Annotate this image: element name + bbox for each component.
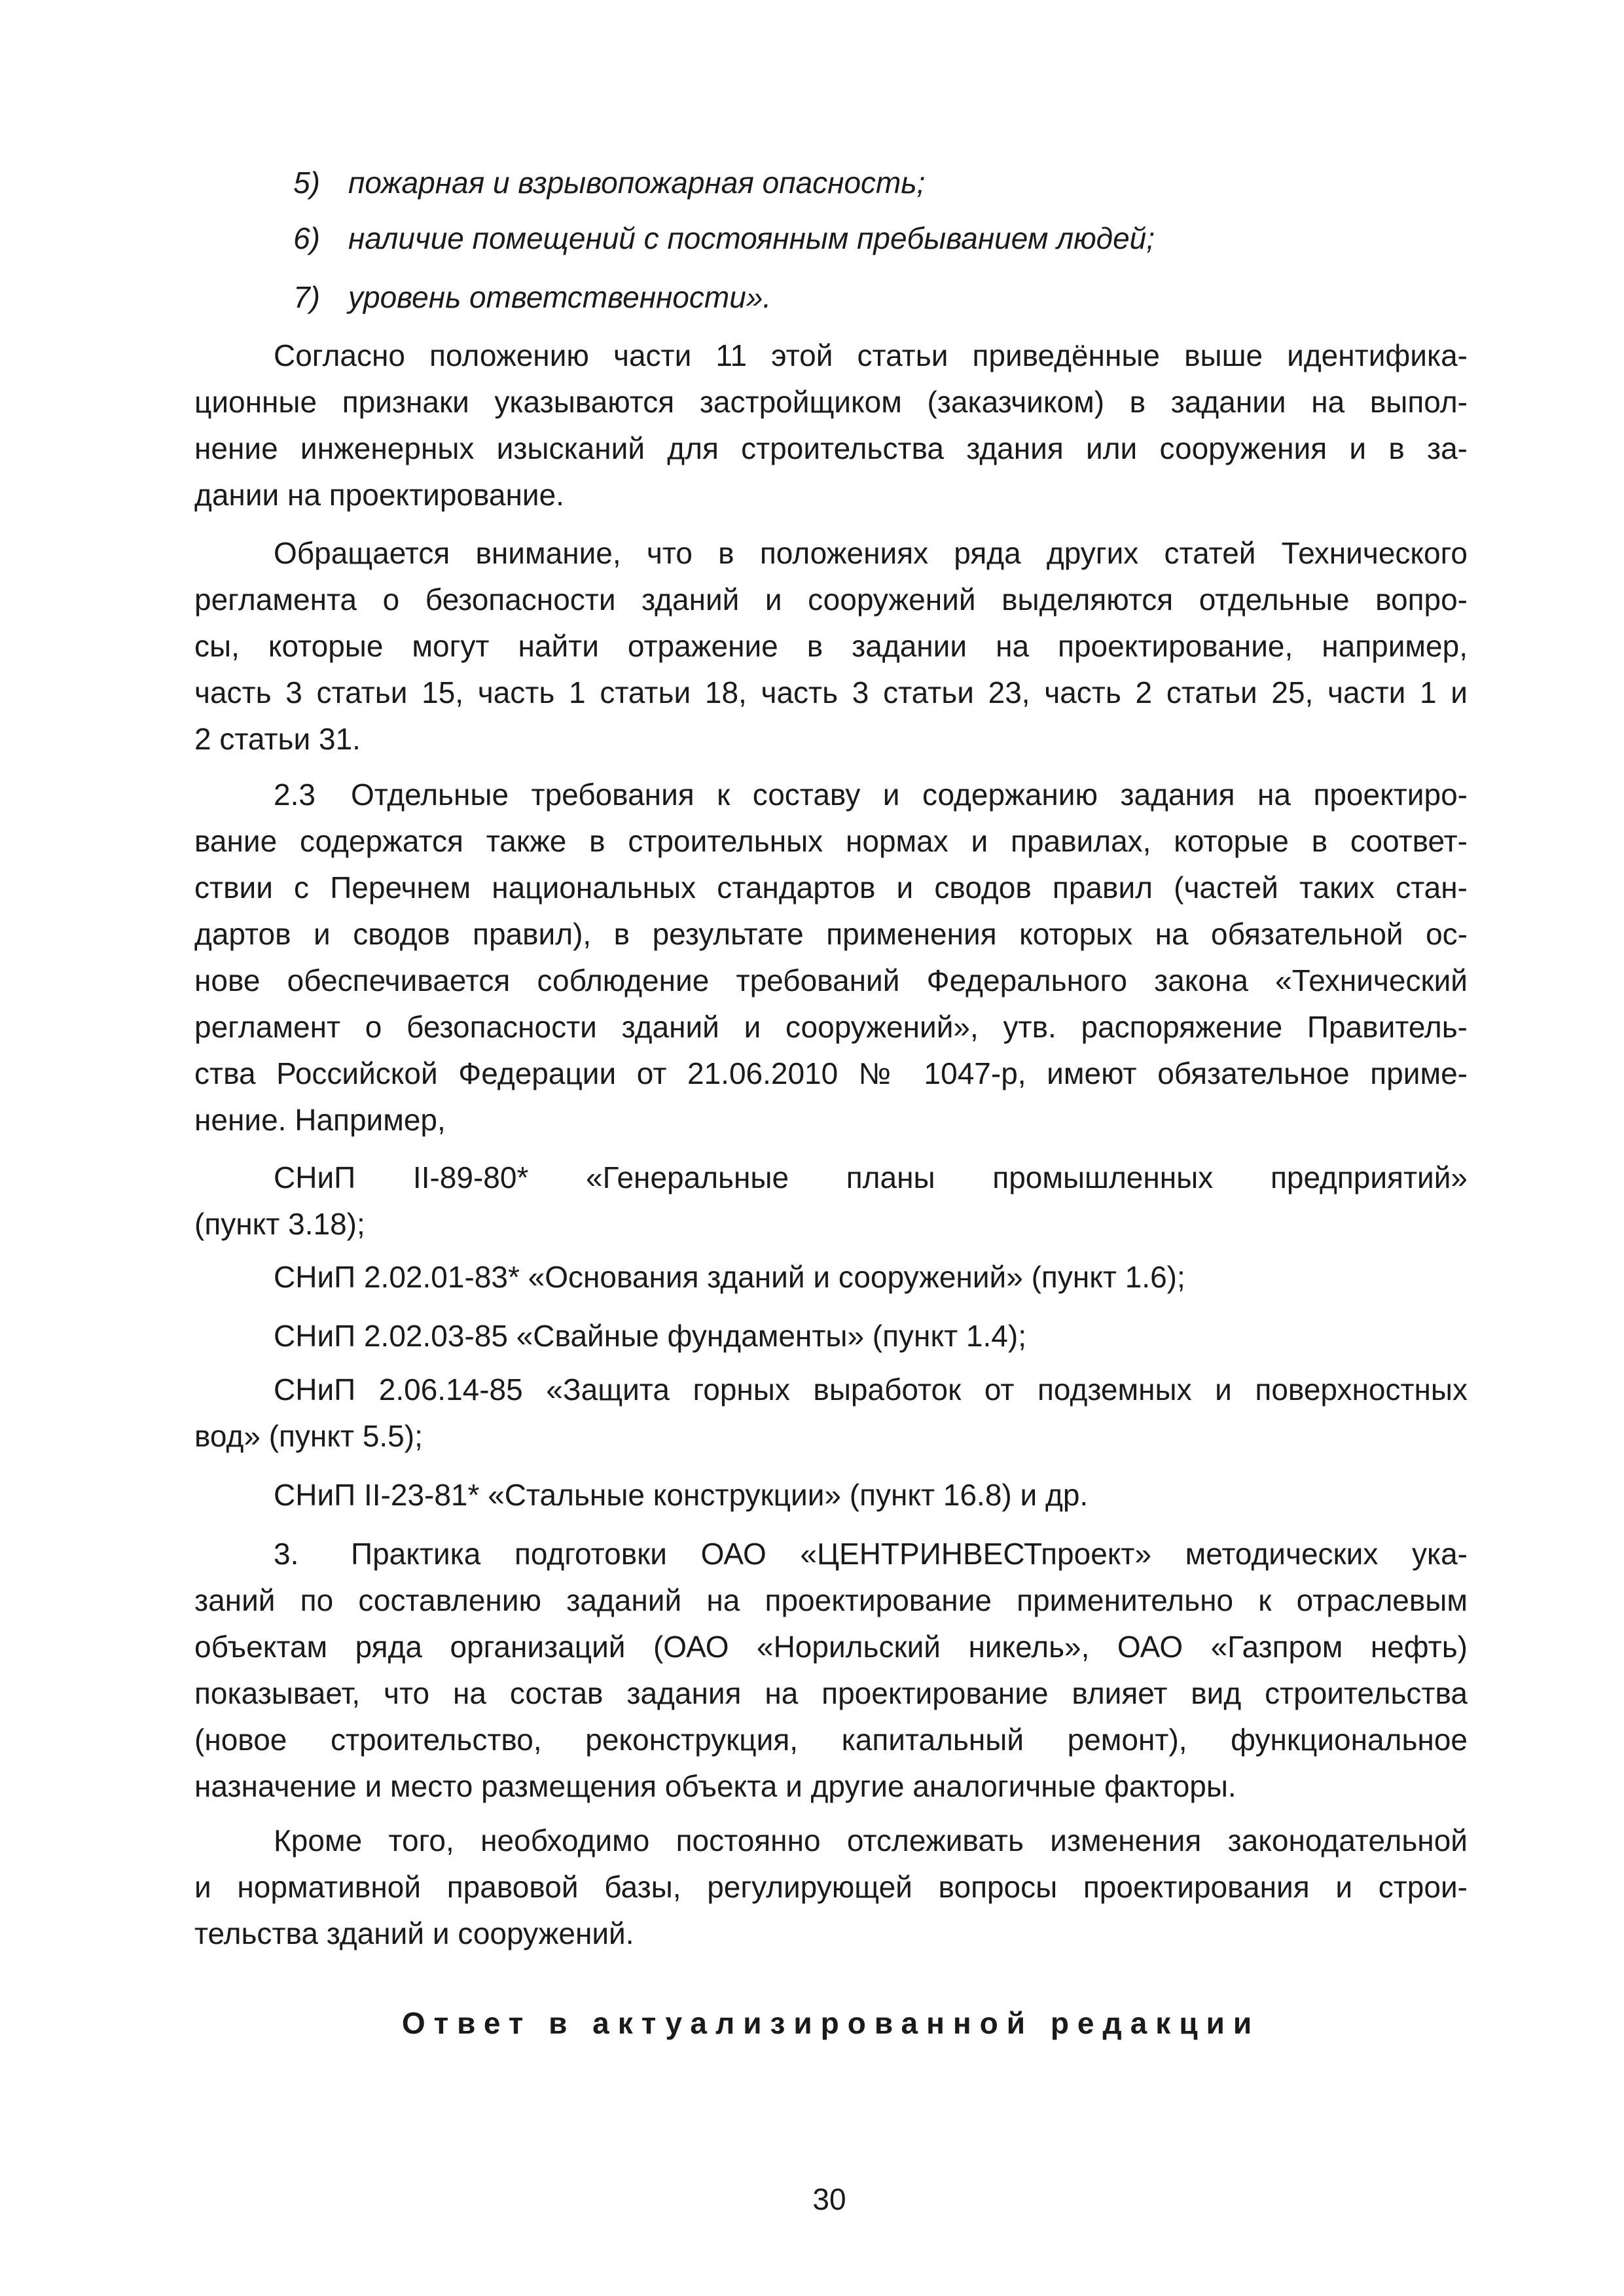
- text-line: показывает, что на состав задания на проектирование влияет вид строительства: [194, 1676, 1468, 1710]
- text-line: (пункт 3.18);: [194, 1207, 365, 1241]
- text-line: тельства зданий и сооружений.: [194, 1916, 634, 1950]
- text-line: и нормативной правовой базы, регулирующей вопросы проектирования и строи-: [194, 1870, 1468, 1904]
- paragraph: [194, 1313, 1468, 1359]
- paragraph: [194, 530, 1468, 762]
- list-item-number: 7): [293, 280, 320, 314]
- text-line: (новое строительство, реконструкция, капитальный ремонт), функциональное: [194, 1723, 1468, 1757]
- paragraph: [194, 1472, 1468, 1518]
- text-line: заний по составлению заданий на проектирование применительно к отраслевым: [194, 1583, 1468, 1617]
- text-line: сы, которые могут найти отражение в задании на проектирование, например,: [194, 629, 1468, 663]
- text-line-content: Практика подготовки ОАО «ЦЕНТРИНВЕСТпроект» методических ука-: [351, 1537, 1468, 1571]
- list-item-text: наличие помещений с постоянным пребыванием людей;: [348, 221, 1155, 255]
- text-line: ционные признаки указываются застройщиком (заказчиком) в задании на выпол-: [194, 385, 1468, 419]
- list-item-number: 5): [293, 166, 320, 200]
- text-line: регламента о безопасности зданий и сооружений выделяются отдельные вопро-: [194, 583, 1468, 617]
- text-line: СНиП II-89-80* «Генеральные планы промышленных предприятий»: [274, 1160, 1468, 1194]
- text-line: нение. Например,: [194, 1103, 446, 1137]
- text-line: СНиП 2.02.01-83* «Основания зданий и сооружений» (пункт 1.6);: [274, 1260, 1185, 1294]
- text-line: регламент о безопасности зданий и сооружений», утв. распоряжение Правитель-: [194, 1010, 1468, 1044]
- text-line: Обращается внимание, что в положениях ряда других статей Технического: [274, 536, 1468, 570]
- list-item: [194, 160, 1468, 206]
- text-line: [194, 772, 1468, 818]
- text-line: 2 статьи 31.: [194, 722, 361, 756]
- text-line: СНиП 2.06.14-85 «Защита горных выработок от подземных и поверхностных: [274, 1372, 1468, 1407]
- numbered-paragraph: [194, 1531, 1468, 1810]
- text-line: назначение и место размещения объекта и другие аналогичные факторы.: [194, 1769, 1236, 1803]
- text-line: ствии с Перечнем национальных стандартов и сводов правил (частей таких стан-: [194, 870, 1468, 905]
- numbered-paragraph: [194, 772, 1468, 1143]
- text-line-content: Отдельные требования к составу и содержанию задания на проектиро-: [351, 778, 1468, 812]
- list-item-text: пожарная и взрывопожарная опасность;: [348, 166, 926, 200]
- text-line: Кроме того, необходимо постоянно отслеживать изменения законодательной: [274, 1823, 1468, 1857]
- paragraph: [194, 1155, 1468, 1247]
- text-line: дартов и сводов правил), в результате применения которых на обязательной ос-: [194, 917, 1468, 951]
- paragraph: [194, 1818, 1468, 1957]
- section-number: 3.: [274, 1537, 299, 1571]
- text-line: ства Российской Федерации от 21.06.2010 № 1047-р, имеют обязательное приме-: [194, 1056, 1468, 1090]
- section-number: 2.3: [274, 778, 316, 812]
- paragraph: [194, 1367, 1468, 1460]
- paragraph: [194, 332, 1468, 518]
- list-item: [194, 215, 1468, 262]
- list-item-text: уровень ответственности».: [348, 280, 772, 314]
- text-line: СНиП II-23-81* «Стальные конструкции» (пункт 16.8) и др.: [274, 1478, 1089, 1512]
- paragraph: [194, 1254, 1468, 1300]
- text-line: часть 3 статьи 15, часть 1 статьи 18, часть 3 статьи 23, часть 2 статьи 25, части 1 и: [194, 675, 1468, 709]
- section-heading: Ответ в актуализированной редакции: [401, 2006, 1261, 2040]
- list-item: [194, 274, 1468, 321]
- text-line: вод» (пункт 5.5);: [194, 1419, 423, 1453]
- text-line: объектам ряда организаций (ОАО «Норильский никель», ОАО «Газпром нефть): [194, 1630, 1468, 1664]
- text-line: Согласно положению части 11 этой статьи приведённые выше идентифика-: [274, 338, 1468, 372]
- text-line: [194, 1531, 1468, 1577]
- text-line: СНиП 2.02.03-85 «Свайные фундаменты» (пункт 1.4);: [274, 1319, 1026, 1353]
- text-line: нове обеспечивается соблюдение требований Федерального закона «Технический: [194, 963, 1468, 997]
- text-line: вание содержатся также в строительных нормах и правилах, которые в соответ-: [194, 824, 1468, 858]
- text-line: дании на проектирование.: [194, 478, 564, 512]
- page-number: 30: [812, 2182, 846, 2216]
- text-line: нение инженерных изысканий для строительства здания или сооружения и в за-: [194, 431, 1468, 465]
- list-item-number: 6): [293, 221, 320, 255]
